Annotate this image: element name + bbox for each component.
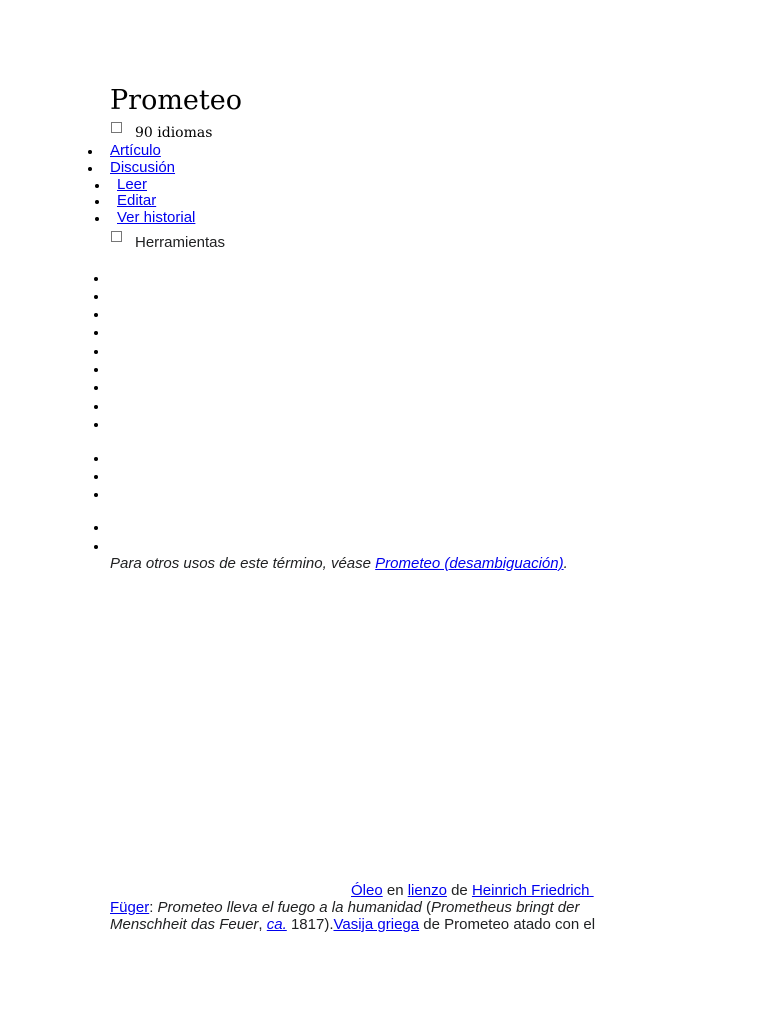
bullet-icon <box>95 200 99 204</box>
disambiguation-link[interactable]: Prometeo (desambiguación) <box>375 555 564 572</box>
list-item <box>94 313 98 317</box>
original-title-continued: Menschheit das Feuer <box>110 916 259 933</box>
list-item <box>94 277 98 281</box>
tab-editar[interactable]: Editar <box>117 192 157 209</box>
circa-link[interactable]: ca. <box>266 916 287 933</box>
tab-ver-historial[interactable]: Ver historial <box>117 209 196 226</box>
list-item <box>94 331 98 335</box>
list-item <box>94 493 98 497</box>
artist-link-continued[interactable]: Füger <box>110 899 150 916</box>
caption-year: 1817). <box>286 916 334 933</box>
bullet-icon <box>95 184 99 188</box>
language-count-label[interactable]: 90 idiomas <box>135 125 213 141</box>
caption-text: de <box>446 882 472 899</box>
list-item <box>94 545 98 549</box>
list-item <box>94 350 98 354</box>
list-item <box>94 526 98 530</box>
image-caption <box>110 882 620 933</box>
bullet-icon <box>88 167 92 171</box>
painting-title: Prometeo lleva el fuego a la humanidad <box>157 899 422 916</box>
tab-leer[interactable]: Leer <box>117 176 148 193</box>
language-toggle-checkbox[interactable] <box>111 122 122 133</box>
bullet-icon <box>88 150 92 154</box>
caption-line <box>110 916 620 933</box>
greek-vase-link[interactable]: Vasija griega <box>333 916 420 933</box>
tools-toggle-checkbox[interactable] <box>111 231 122 242</box>
caption-text: ( <box>421 899 432 916</box>
list-item <box>94 386 98 390</box>
original-title: Prometheus bringt der <box>431 899 580 916</box>
hatnote-text: Para otros usos de este término, véase <box>110 555 371 572</box>
list-item <box>94 295 98 299</box>
list-item <box>94 457 98 461</box>
hatnote-suffix: . <box>563 555 568 572</box>
list-item <box>94 368 98 372</box>
caption-text: , <box>258 916 267 933</box>
list-item <box>94 423 98 427</box>
caption-text: en <box>382 882 408 899</box>
artist-link[interactable]: Heinrich Friedrich <box>471 882 594 899</box>
hatnote <box>110 555 568 572</box>
tools-menu-label[interactable]: Herramientas <box>135 234 226 251</box>
caption-text: : <box>149 899 158 916</box>
caption-text: de Prometeo atado con el <box>419 916 596 933</box>
caption-line <box>110 882 620 899</box>
oleo-link[interactable]: Óleo <box>351 882 383 899</box>
bullet-icon <box>95 217 99 221</box>
lienzo-link[interactable]: lienzo <box>407 882 447 899</box>
caption-line <box>110 899 620 916</box>
page-title: Prometeo <box>110 85 242 116</box>
list-item <box>94 405 98 409</box>
tab-articulo[interactable]: Artículo <box>110 142 161 159</box>
tab-discusion[interactable]: Discusión <box>110 159 176 176</box>
list-item <box>94 475 98 479</box>
